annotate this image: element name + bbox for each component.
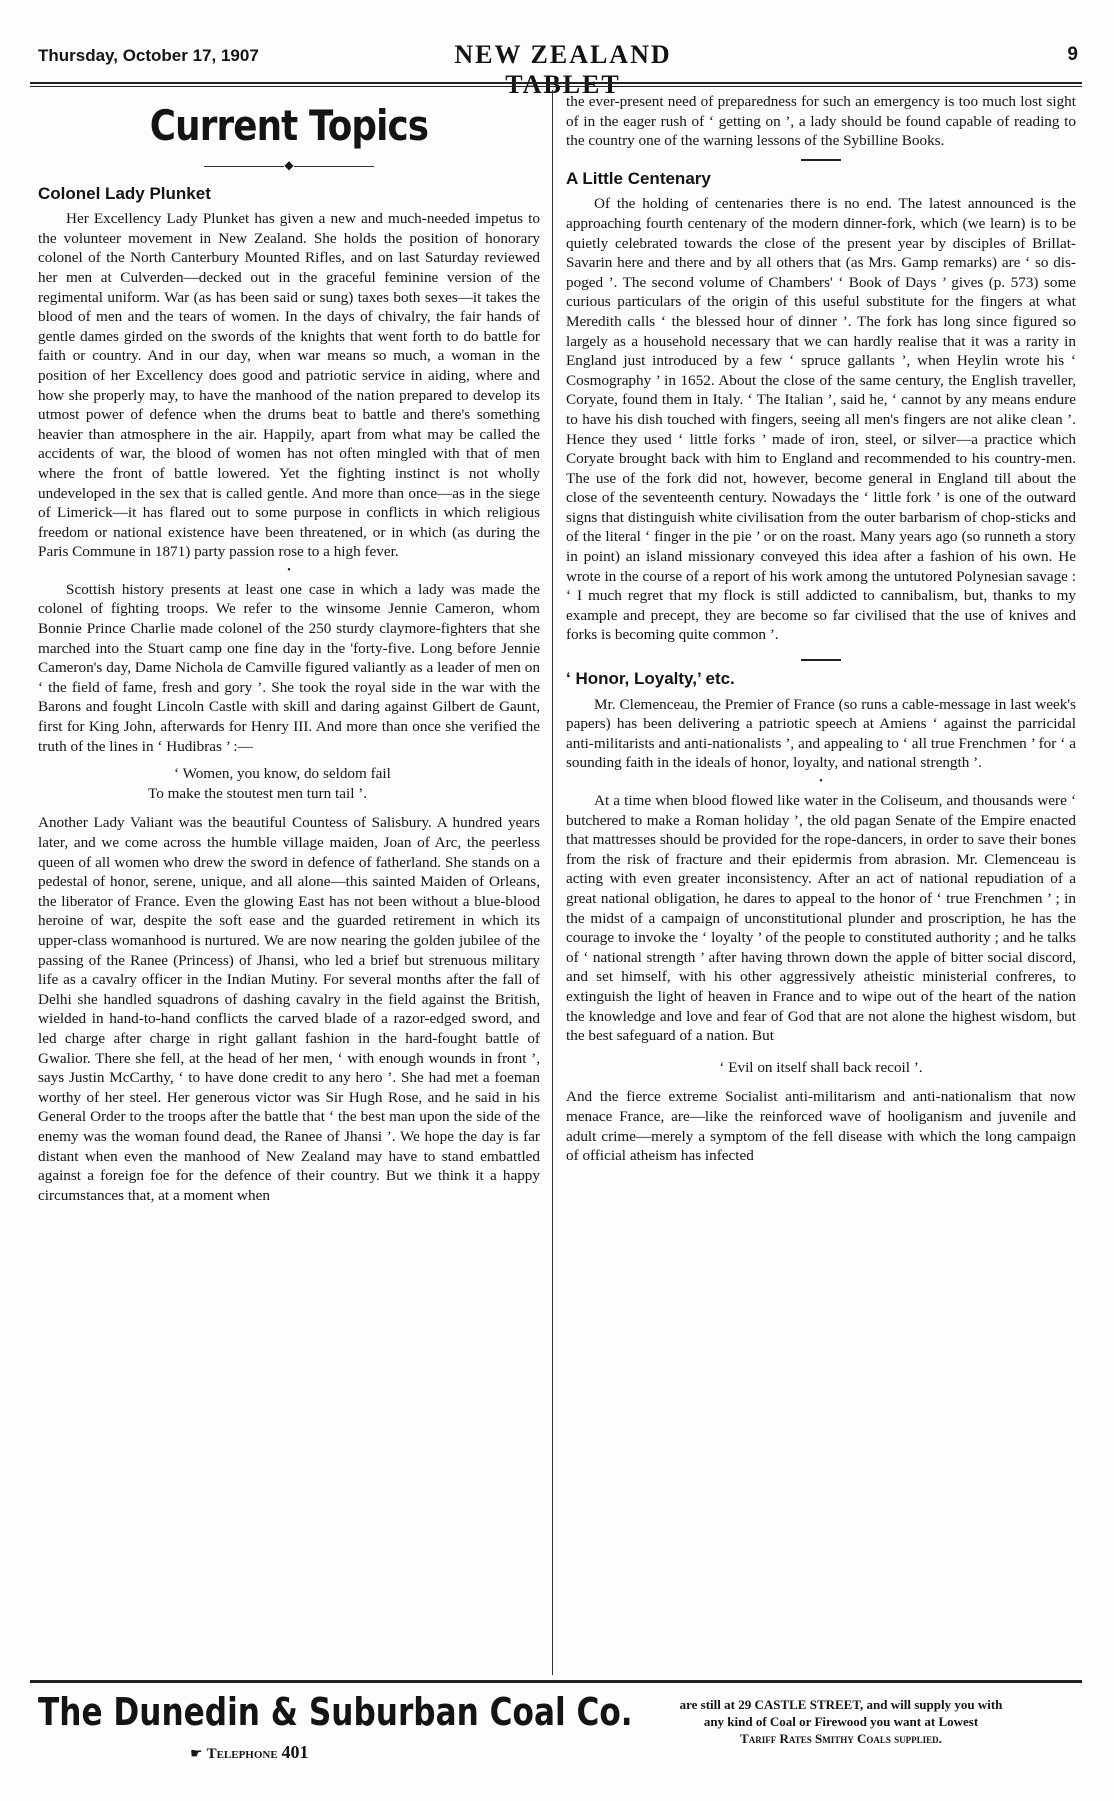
newspaper-title: NEW ZEALAND TABLET (454, 40, 672, 99)
page-number: 9 (1067, 44, 1078, 65)
header-rule-thin (30, 86, 1082, 87)
advert-text (606, 1696, 1076, 1747)
paragraph: Mr. Clemenceau, the Premier of France (so runs a cable-message in last week's papers) has been delivering a patriotic speech at Amiens ‘ against the parricidal anti-militarists and anti-nationalists ’, and appealing to ‘ all true Frenchmen ’ for ‘ a sounding faith in the ideals of honor, loyalty, and national strength ’. (566, 695, 1076, 772)
right-column (566, 92, 1076, 1168)
paragraph: Another Lady Valiant was the beautiful Countess of Salisbury. A hundred years later, and we come across the humble village maiden, Joan of Arc, the peerless queen of all women who drew the sword in defence of fatherland. She stands on a pedestal of honor, serene, unique, and all alone—this sainted Maiden of Orleans, the liberator of France. Even the glowing East has not been without a blue-blood heroine of war, despite the soft ease and the guarded retirement in which its upper-class womanhood is nurtured. We are now nearing the golden jubilee of the passing of the Ranee (Princess) of Jhansi, who led a brief but strenuous military life as a cavalry officer in the Indian Mutiny. For several months after the fall of Delhi she handled squadrons of dashing cavalry in the field against the British, wielded in hand-to-hand conflicts the carved blade of a razor-edged sword, and led charge after charge in right gallant fashion in the hard-fought battle of Gwalior. There she fell, at the head of her men, ‘ with enough wounds in front ’, says Justin McCarthy, ‘ to have done credit to any hero ’. She had met a foeman worthy of her steel. Her generous victor was Sir Hugh Rose, and he said in his General Order to the troops after the battle that ‘ the best man upon the side of the enemy was the woman found dead, the Ranee of Jhansi ’. We hope the day is far distant when even the manhood of New Zealand may have to stand embattled against a foreign foe for the defence of their country. But we think it a happy circumstances that, at a moment when (38, 814, 540, 1204)
telephone-label: Telephone (206, 1746, 278, 1762)
advert-line: Tariff Rates Smithy Coals supplied. (740, 1731, 942, 1746)
paragraph-separator: • (819, 776, 823, 787)
paragraph: Scottish history presents at least one case in which a lady was made the colonel of fighting troops. We refer to the winsome Jennie Cameron, whom Bonnie Prince Charlie made colonel of the 250 sturdy claymore-fighters that she marched into the Stuart camp one fine day in the 'forty-five. Long before Jennie Cameron's day, Dame Nichola de Camville figured valiantly as a leader of men on ‘ the field of fame, fresh and gory ’. She took the royal side in the war with the Barons and fought Lincoln Castle with skill and daring against Gilbert de Gaunt, first for King John, afterwards for Henry III. And more than once she verified the truth of the lines in ‘ Hudibras ’ :— (38, 580, 540, 755)
advert-line: any kind of Coal or Firewood you want at Lowest (703, 1714, 979, 1729)
heading-honor-loyalty: ‘ Honor, Loyalty,’ etc. (566, 669, 735, 689)
diamond-icon: ◆ (284, 158, 294, 172)
header-rule (30, 82, 1082, 84)
left-column (38, 92, 540, 1207)
advert-company-name: The Dunedin & Suburban Coal Co. (38, 1690, 633, 1734)
section-rule (801, 159, 841, 161)
issue-date: Thursday, October 17, 1907 (38, 46, 259, 65)
paragraph: At a time when blood flowed like water in the Coliseum, and thousands were ‘ butchered to make a Roman holiday ’, the old pagan Senate of the Empire enacted that mattresses should be provided for the rope-dancers, in order to save their bones from the risk of fracture and their epidermis from abrasion. Mr. Clemenceau is acting with even greater inconsistency. After an act of national repudiation of a great national obligation, he dares to appeal to the honor of ‘ true Frenchmen ’ ; in the midst of a campaign of unconstitutional plunder and proscription, he has the courage to invoke the ‘ loyalty ’ of the people to constituted authority ; and he talks of ‘ national strength ’ after having thrown down the apple of bitter social discord, and set himself, with his other aggressively atheistic ministerial confreres, to extinguish the light of heaven in France and to wipe out of the heart of the nation the knowledge and love and fear of God that are not alone the highest wisdom, but the best safeguard of a nation. But (566, 792, 1076, 1045)
pointing-hand-icon: ☛ (190, 1746, 203, 1762)
paragraph: Of the holding of centenaries there is no end. The latest announced is the approaching fourth centenary of the modern dinner-fork, which (we learn) is to be quietly celebrated towards the close of the present year by disciples of Brillat-Savarin here and there and by all others that (as Mrs. Gamp remarks) are ‘ so dis-poged ’. The second volume of Chambers' ‘ Book of Days ’ gives (p. 573) some curious particulars of the origin of this useful substitute for the fingers at what Meredith calls ‘ the blessed hour of dinner ’. The fork has long since figured so largely as a household necessary that we can hardly realise that it was a rarity in England just introduced by a few ‘ spruce gallants ’, when Heylin wrote his ‘ Cosmography ’ in 1652. About the close of the same century, the English traveller, Coryate, found them in Italy. ‘ The Italian ’, said he, ‘ cannot by any means endure to have his dish touched with fingers, seeing all men's fingers are not alike clean ’. Hence they used ‘ little forks ’ made of iron, steel, or silver—a practice which Coryate brought back with him to England and recommended to his country-men. The use of the fork did not, however, become general in England till about the close of the seventeenth century. Nowadays the ‘ little fork ’ is one of the outward signs that distinguish white civilisation from the outer barbarism of chop-sticks and of the literal ‘ finger in the pie ’ or on the roast. Many years ago (so runneth a story in point) an island missionary conveyed this idea after a fashion of his own. He wrote in the course of a report of his work among the untutored Polynesian savage : ‘ I much regret that my flock is still addicted to cannibalism, but, thanks to my example and precept, they are become so far civilised that the use of knives and forks is becoming quite common ’. (566, 195, 1076, 644)
telephone-number: 401 (281, 1742, 309, 1762)
heading-a-little-centenary: A Little Centenary (566, 168, 711, 188)
paragraph-separator: • (287, 564, 291, 576)
section-title: Current Topics (149, 101, 429, 150)
paragraph: the ever-present need of preparedness for such an emergency is too much lost sight of in the eager rush of ‘ getting on ’, a lady should be found capable of reading to the country one of the warning lessons of the Sybilline Books. (566, 93, 1076, 150)
column-divider (552, 90, 553, 1675)
section-rule (801, 659, 841, 661)
verse-quote (38, 764, 540, 803)
advert-telephone (190, 1742, 308, 1763)
advert-line: are still at 29 CASTLE STREET, and will supply you with (679, 1697, 1003, 1712)
title-ornament (38, 156, 540, 176)
verse-line: ‘ Women, you know, do seldom fail (174, 765, 391, 783)
quote-line: ‘ Evil on itself shall back recoil ’. (719, 1058, 923, 1076)
paragraph: Her Excellency Lady Plunket has given a new and much-needed impetus to the volunteer movement in New Zealand. She holds the position of honorary colonel of the North Canterbury Mounted Rifles, and on last Saturday reviewed her men at Culverden—decked out in the graceful feminine version of the regimental uniform. War (as has been said or sung) taxes both sexes—it takes the blood of men and the tears of women. In the days of chivalry, the fair hands of gentle dames girded on the swords of the knights that went forth to do battle for faith or country. And in our day, when war means so much, a woman in the position of her Excellency does good and patriotic service in aiding, where and how she properly may, to have the manhood of the nation prepared to develop its utmost power of defence when the drums beat to battle and there's something heavier than atmosphere in the air. Happily, apart from what may be called the accidents of war, the blood of women has not often mingled with that of men where the front of battle lowered. Yet the fighting instinct is not wholly undeveloped in the sex that is called gentle. And more than once—as in the siege of Limerick—it has flared out to some purpose in conflicts in which religious freedom or national existence have been threatened, or in which (as during the Paris Commune in 1871) party passion rose to a high fever. (38, 210, 540, 561)
heading-colonel-lady-plunket: Colonel Lady Plunket (38, 183, 211, 203)
advert-rule (30, 1680, 1082, 1683)
masthead (38, 40, 1078, 99)
verse-line: To make the stoutest men turn tail ’. (148, 784, 368, 802)
paragraph: And the fierce extreme Socialist anti-militarism and anti-nationalism that now menace France, are—like the reinforced wave of hooliganism and juvenile and adult crime—merely a symptom of the fell disease with which the long campaign of official atheism has infected (566, 1088, 1076, 1165)
